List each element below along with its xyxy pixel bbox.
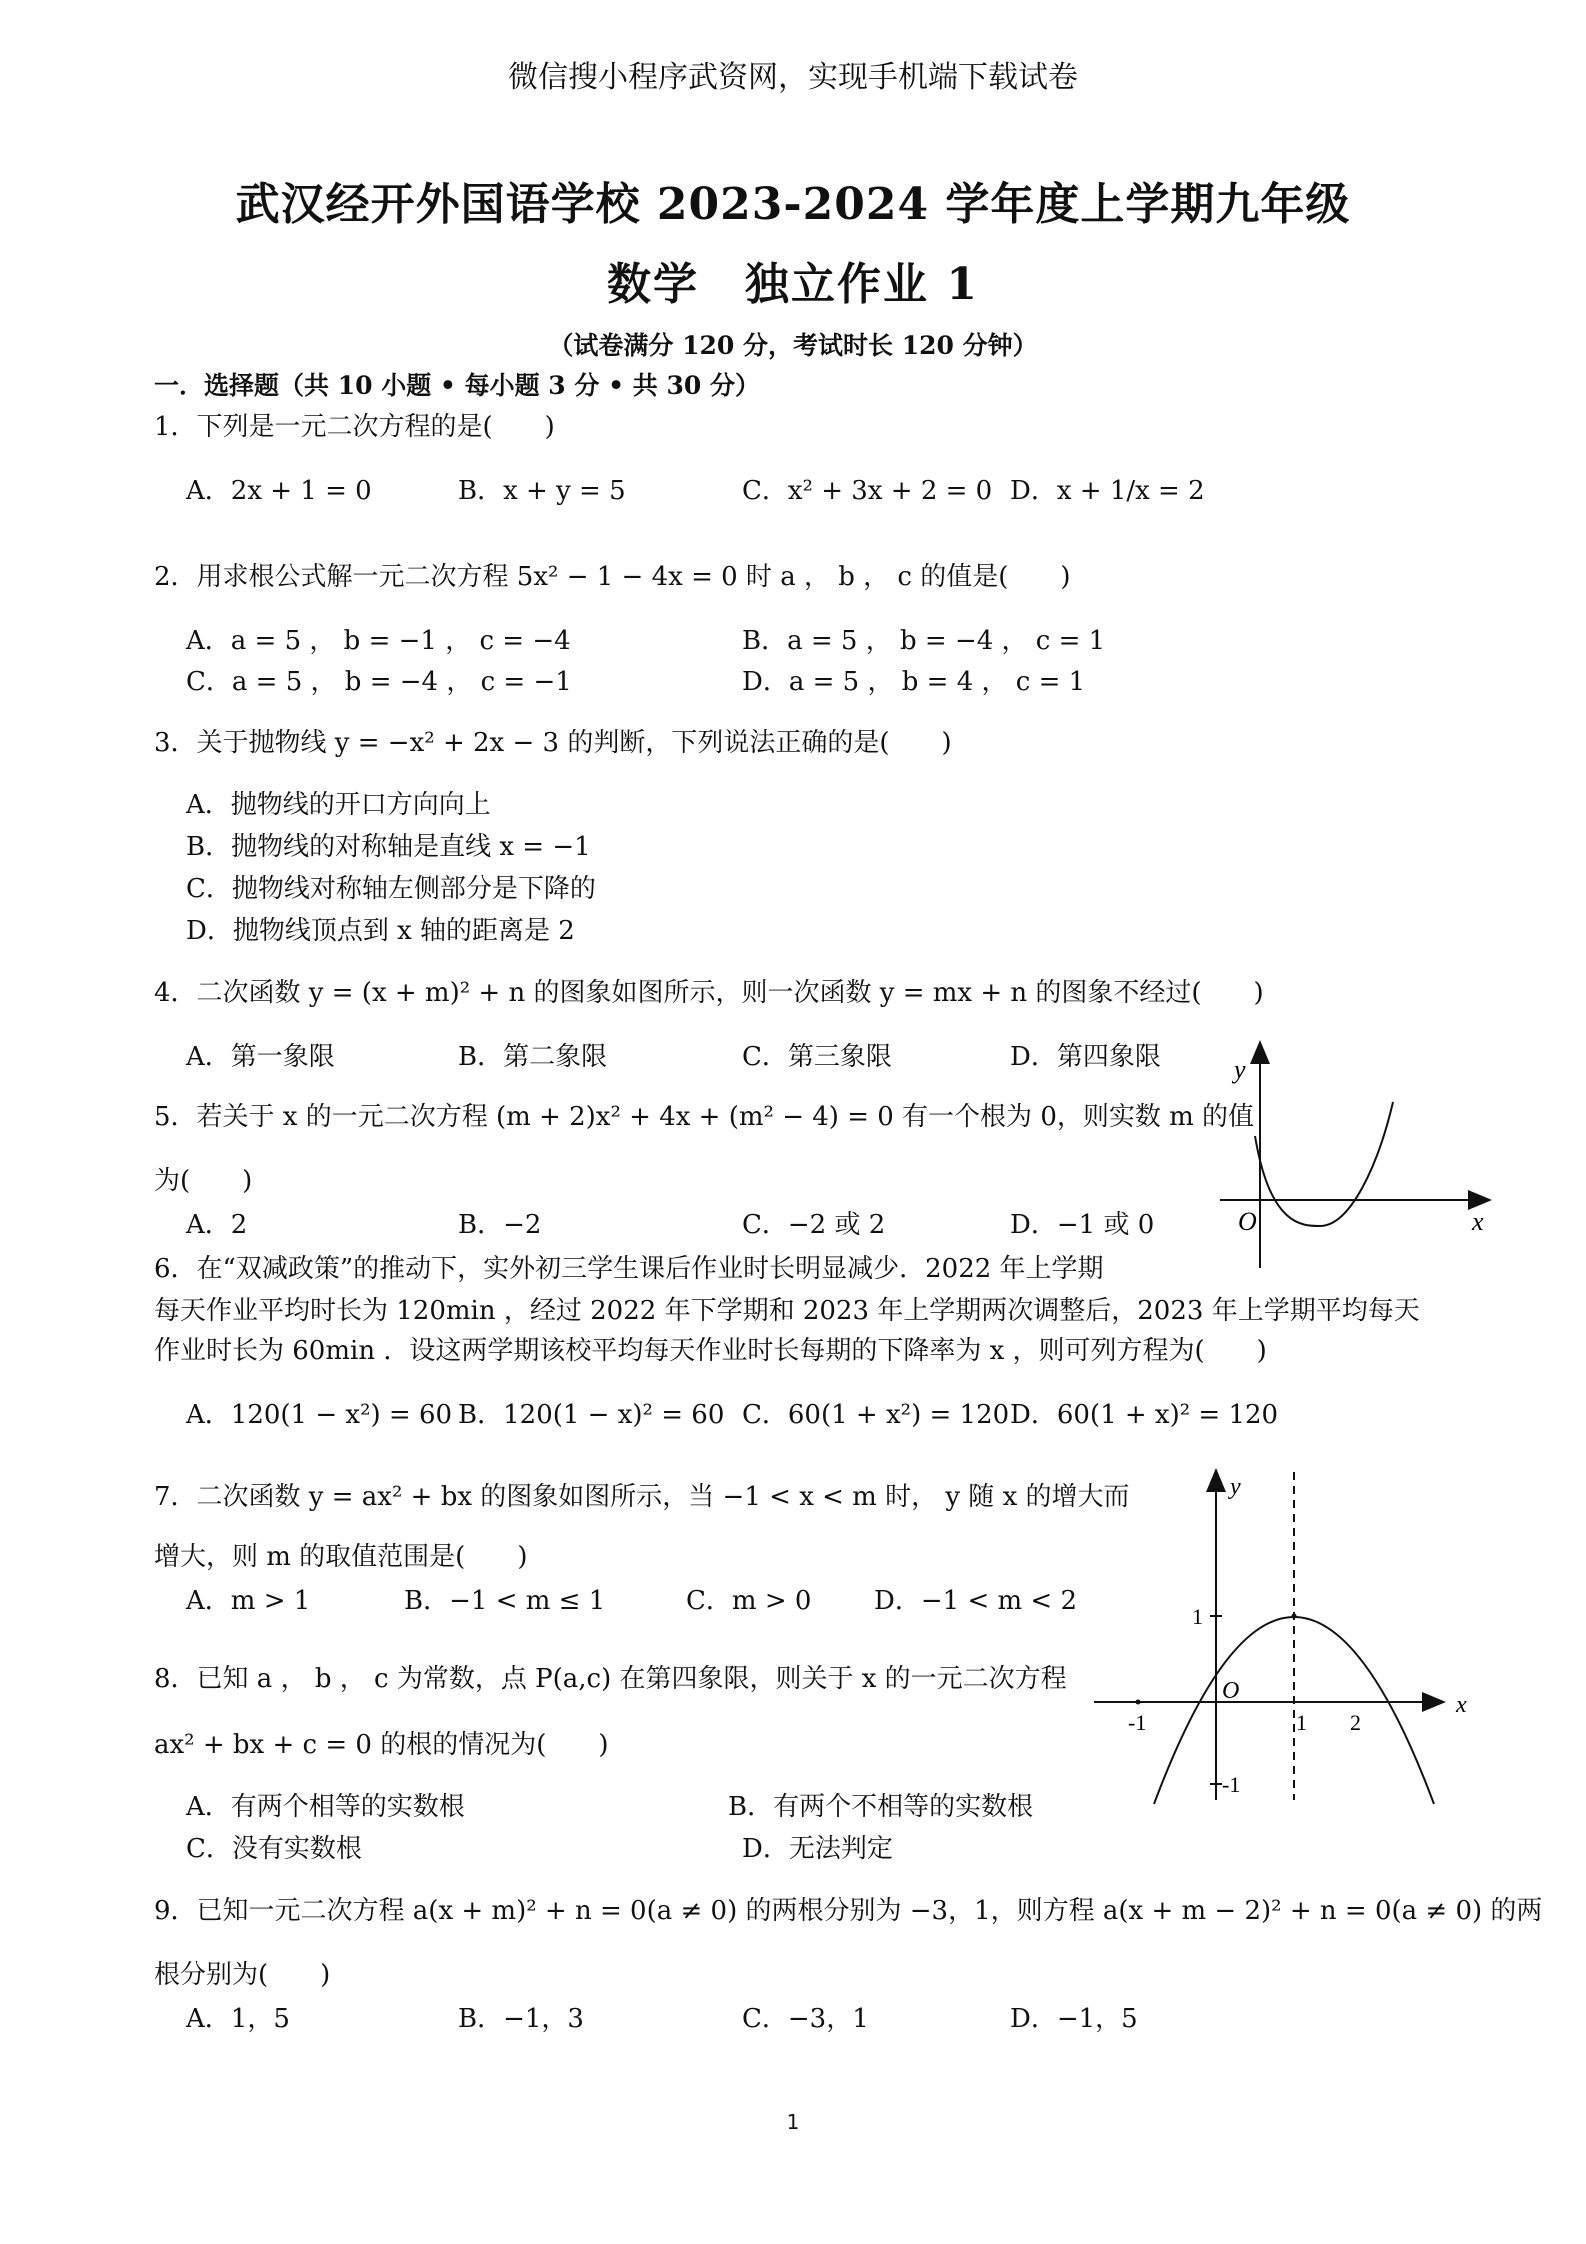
graph2-x-tick-neg1: [1136, 1700, 1141, 1705]
graph2-vertex-point: [1292, 1614, 1297, 1619]
graph2-tick-label-xneg1: -1: [1128, 1710, 1147, 1735]
exam-subtitle: 数学 独立作业 1: [607, 259, 979, 310]
question-8-option-a: A．有两个相等的实数根: [186, 1792, 465, 1822]
question-8-stem-line1: 8．已知 a ， b ， c 为常数，点 P(a,c) 在第四象限，则关于 x 的一元二次方程: [154, 1664, 1067, 1694]
question-5-stem-line2: 为( ): [154, 1166, 253, 1196]
question-9-stem-line1: 9．已知一元二次方程 a(x + m)² + n = 0(a ≠ 0) 的两根分别为 −3，1，则方程 a(x + m − 2)² + n = 0(a ≠ 0) 的两: [154, 1896, 1543, 1926]
question-1-stem: 1．下列是一元二次方程的是( ): [154, 412, 555, 442]
question-6-option-d: D．60(1 + x)² = 120: [1010, 1400, 1279, 1430]
question-1-option-a: A．2x + 1 = 0: [186, 476, 372, 506]
question-1-option-c: C．x² + 3x + 2 = 0: [742, 476, 993, 506]
question-7-option-c: C．m > 0: [686, 1586, 812, 1616]
question-9-option-d: D．−1，5: [1010, 2004, 1138, 2034]
question-9-option-b: B．−1，3: [458, 2004, 584, 2034]
graph2-tick-label-x2: 2: [1350, 1710, 1361, 1735]
question-9-option-c: C．−3，1: [742, 2004, 869, 2034]
graph2-origin-label: O: [1222, 1678, 1240, 1704]
question-7-option-d: D．−1 < m < 2: [874, 1586, 1077, 1616]
question-3-option-b: B．抛物线的对称轴是直线 x = −1: [186, 832, 591, 862]
question-3-option-a: A．抛物线的开口方向向上: [186, 790, 491, 820]
question-7-option-b: B．−1 < m ≤ 1: [404, 1586, 606, 1616]
graph1-origin-label: O: [1238, 1207, 1257, 1236]
section-title: 一．选择题（共 10 小题 • 每小题 3 分 • 共 30 分）: [154, 371, 760, 400]
question-8-option-c: C．没有实数根: [186, 1834, 362, 1864]
question-4-option-b: B．第二象限: [458, 1042, 608, 1072]
question-5-option-c: C．−2 或 2: [742, 1210, 886, 1240]
question-4-option-c: C．第三象限: [742, 1042, 892, 1072]
question-2-option-a: A．a = 5 ， b = −1 ， c = −4: [186, 626, 571, 656]
question-4-option-a: A．第一象限: [186, 1042, 335, 1072]
question-3-option-d: D．抛物线顶点到 x 轴的距离是 2: [186, 916, 575, 946]
graph2-tick-label-yneg1: -1: [1222, 1772, 1241, 1797]
question-8-option-b: B．有两个不相等的实数根: [728, 1792, 1034, 1822]
question-7-option-a: A．m > 1: [186, 1586, 311, 1616]
question-8-option-d: D．无法判定: [742, 1834, 893, 1864]
question-9-option-a: A．1，5: [186, 2004, 290, 2034]
graph1-y-label: y: [1234, 1055, 1246, 1084]
question-5-option-a: A．2: [186, 1210, 248, 1240]
question-6-stem-line3: 作业时长为 60min ．设这两学期该校平均每天作业时长每期的下降率为 x ，则可列方程为( ): [154, 1336, 1267, 1366]
question-2-stem: 2．用求根公式解一元二次方程 5x² − 1 − 4x = 0 时 a ， b ， c 的值是( ): [154, 562, 1071, 592]
question-5-stem-line1: 5．若关于 x 的一元二次方程 (m + 2)x² + 4x + (m² − 4) = 0 有一个根为 0，则实数 m 的值: [154, 1102, 1255, 1132]
question-5-option-d: D．−1 或 0: [1010, 1210, 1155, 1240]
page-number: 1: [786, 2110, 800, 2134]
question-3-stem: 3．关于抛物线 y = −x² + 2x − 3 的判断，下列说法正确的是( ): [154, 728, 952, 758]
question-1-option-b: B．x + y = 5: [458, 476, 626, 506]
question-6-stem-line2: 每天作业平均时长为 120min ，经过 2022 年下学期和 2023 年上学期两次调整后，2023 年上学期平均每天: [154, 1296, 1420, 1326]
question-3-option-c: C．抛物线对称轴左侧部分是下降的: [186, 874, 596, 904]
graph1-x-label: x: [1472, 1207, 1484, 1236]
graph2-y-label: y: [1230, 1474, 1241, 1500]
question-6-stem-line1: 6．在“双减政策”的推动下，实外初三学生课后作业时长明显减少．2022 年上学期: [154, 1254, 1104, 1284]
question-2-option-d: D．a = 5 ， b = 4 ， c = 1: [742, 667, 1086, 697]
graph2-x-label: x: [1456, 1692, 1467, 1718]
question-4-graph: [1210, 1036, 1500, 1276]
graph2-tick-label-y1: 1: [1192, 1604, 1203, 1629]
question-7-stem-line1: 7．二次函数 y = ax² + bx 的图象如图所示，当 −1 < x < m 时， y 随 x 的增大而: [154, 1482, 1130, 1512]
exam-title: 武汉经开外国语学校 2023-2024 学年度上学期九年级: [235, 179, 1351, 230]
graph1-parabola: [1255, 1102, 1393, 1226]
question-2-option-c: C．a = 5 ， b = −4 ， c = −1: [186, 667, 572, 697]
question-5-option-b: B．−2: [458, 1210, 542, 1240]
exam-info: （试卷满分 120 分，考试时长 120 分钟）: [548, 331, 1038, 360]
question-6-option-c: C．60(1 + x²) = 120: [742, 1400, 1010, 1430]
question-7-graph: [1090, 1464, 1490, 1816]
question-4-stem: 4．二次函数 y = (x + m)² + n 的图象如图所示，则一次函数 y = mx + n 的图象不经过( ): [154, 978, 1264, 1008]
question-6-option-a: A．120(1 − x²) = 60: [186, 1400, 453, 1430]
question-9-stem-line2: 根分别为( ): [154, 1960, 331, 1990]
graph2-tick-label-x1: 1: [1296, 1710, 1307, 1735]
question-7-stem-line2: 增大，则 m 的取值范围是( ): [154, 1542, 528, 1572]
question-2-option-b: B．a = 5 ， b = −4 ， c = 1: [742, 626, 1106, 656]
promo-banner: 微信搜小程序武资网，实现手机端下载试卷: [508, 60, 1078, 95]
question-8-stem-line2: ax² + bx + c = 0 的根的情况为( ): [154, 1730, 609, 1760]
question-6-option-b: B．120(1 − x)² = 60: [458, 1400, 725, 1430]
question-4-option-d: D．第四象限: [1010, 1042, 1161, 1072]
question-1-option-d: D．x + 1/x = 2: [1010, 476, 1205, 506]
